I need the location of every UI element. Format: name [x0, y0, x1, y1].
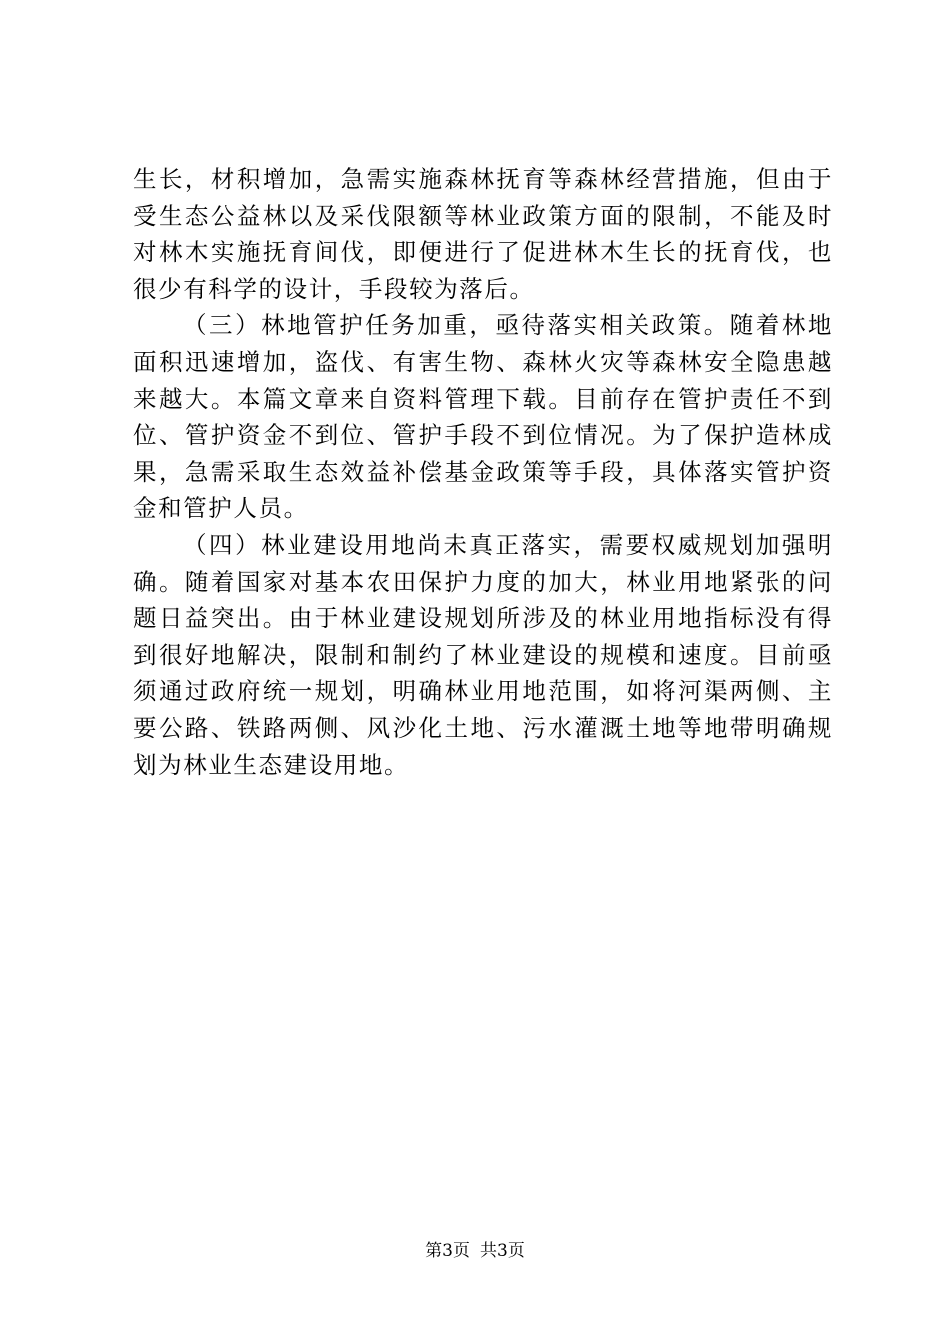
paragraph-section-4: （四）林业建设用地尚未真正落实，需要权威规划加强明确。随着国家对基本农田保护力度的加大，林业用地紧张的问题日益突出。由于林业建设规划所涉及的林业用地指标没有得到很好地解决，限制和制约了林业建设的规模和速度。目前亟须通过政府统一规划，明确林业用地范围，如将河渠两侧、主要公路、铁路两侧、风沙化土地、污水灌溉土地等地带明确规划为林业生态建设用地。 [133, 530, 833, 779]
page-footer [0, 1241, 950, 1261]
paragraph-continuation: 生长，材积增加，急需实施森林抚育等森林经营措施，但由于受生态公益林以及采伐限额等林业政策方面的限制，不能及时对林木实施抚育间伐，即便进行了促进林木生长的抚育伐，也很少有科学的设计，手段较为落后。 [133, 165, 833, 303]
page-number: 第3页 [425, 1241, 470, 1261]
page-total: 共3页 [480, 1241, 525, 1261]
document-body [133, 161, 833, 783]
paragraph-section-3: （三）林地管护任务加重，亟待落实相关政策。随着林地面积迅速增加，盗伐、有害生物、森林火灾等森林安全隐患越来越大。本篇文章来自资料管理下载。目前存在管护责任不到位、管护资金不到位、管护手段不到位情况。为了保护造林成果，急需采取生态效益补偿基金政策等手段，具体落实管护资金和管护人员。 [133, 311, 833, 523]
